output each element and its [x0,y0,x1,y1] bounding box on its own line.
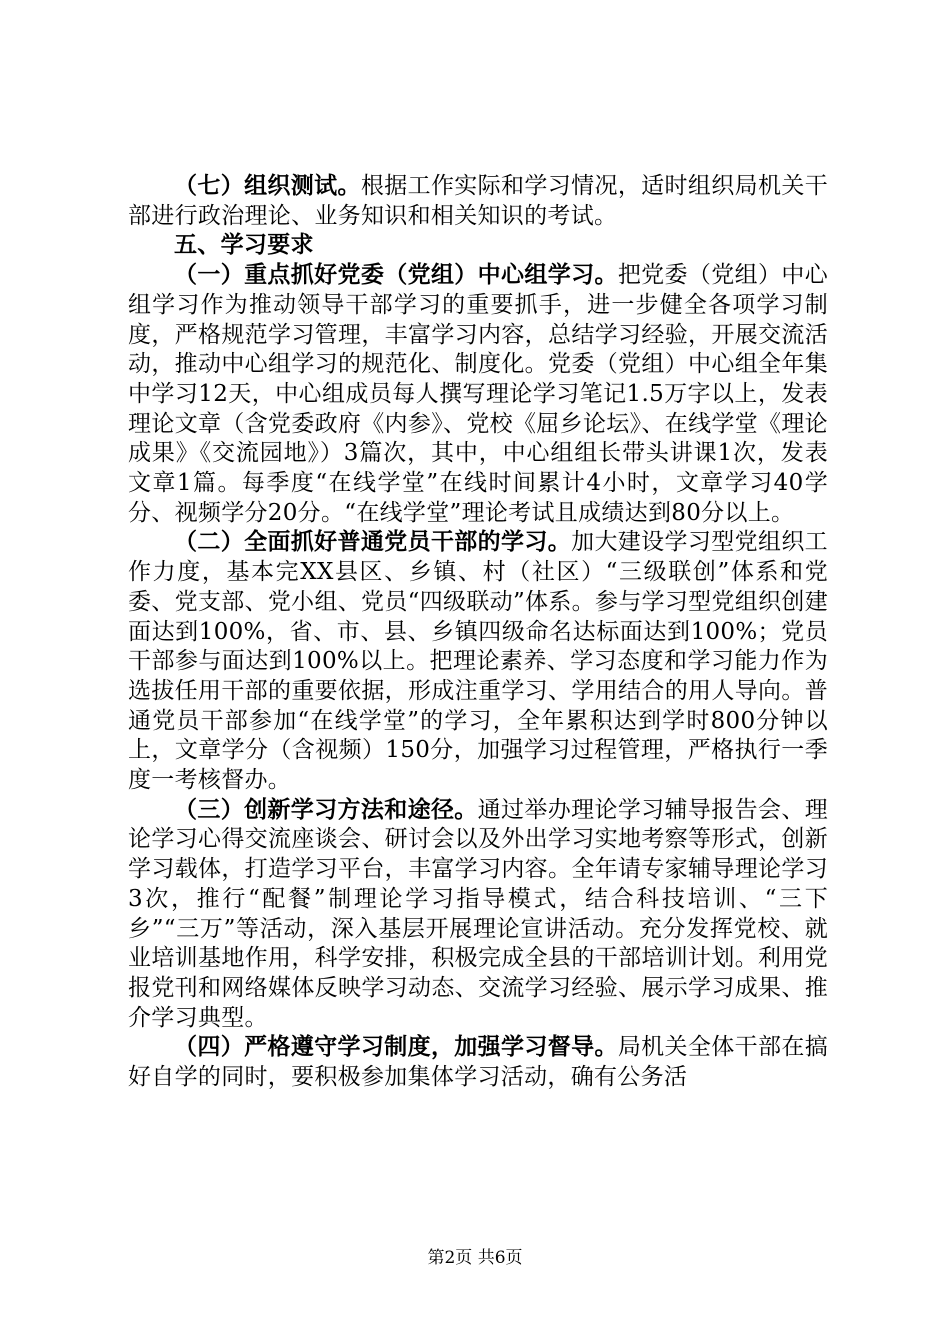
paragraph-text: 把党委（党组）中心组学习作为推动领导干部学习的重要抓手，进一步健全各项学习制度，严格规范学习管理，丰富学习内容，总结学习经验，开展交流活动，推动中心组学习的规范化、制度化。党委（党组）中心组全年集中学习12天，中心组成员每人撰写理论学习笔记1.5万字以上，发表理论文章（含党委政府《内参》、党校《屈乡论坛》、在线学堂《理论成果》《交流园地》）3篇次，其中，中心组组长带头讲课1次，发表文章1篇。每季度“在线学堂”在线时间累计4小时，文章学习40学分、视频学分20分。“在线学堂”理论考试且成绩达到80分以上。 [128,262,829,526]
paragraph-lead: （四）严格遵守学习制度，加强学习督导。 [174,1034,618,1061]
paragraph-lead: （七）组织测试。 [174,173,361,199]
document-body [128,172,828,1093]
paragraph-methods [128,796,828,1034]
paragraph-text: 通过举办理论学习辅导报告会、理论学习心得交流座谈会、研讨会以及外出学习实地考察等形式，创新学习载体，打造学习平台，丰富学习内容。全年请专家辅导理论学习3次，推行“配餐”制理论学习指导模式，结合科技培训、“三下乡”“三万”等活动，深入基层开展理论宣讲活动。充分发挥党校、就业培训基地作用，科学安排，积极完成全县的干部培训计划。利用党报党刊和网络媒体反映学习动态、交流学习经验、展示学习成果、推介学习典型。 [128,796,828,1031]
page-number-footer: 第2页 共6页 [427,1248,523,1268]
paragraph-supervision [128,1033,828,1092]
paragraph-lead: （一）重点抓好党委（党组）中心组学习。 [174,262,618,289]
paragraph-lead: （二）全面抓好普通党员干部的学习。 [174,529,572,556]
section-heading-requirements: 五、学习要求 [174,232,314,259]
paragraph-party-members [128,528,828,795]
paragraph-organize-test [128,172,828,231]
paragraph-text: 加大建设学习型党组织工作力度，基本完XX县区、乡镇、村（社区）“三级联创”体系和党委、党支部、党小组、党员“四级联动”体系。参与学习型党组织创建面达到100%，省、市、县、乡镇四级命名达标面达到100%；党员干部参与面达到100%以上。把理论素养、学习态度和学习能力作为选拔任用干部的重要依据，形成注重学习、学用结合的用人导向。普通党员干部参加“在线学堂”的学习，全年累积达到学时800分钟以上，文章学分（含视频）150分，加强学习过程管理，严格执行一季度一考核督办。 [128,529,828,794]
paragraph-central-group [128,261,828,528]
paragraph-text: 根据工作实际和学习情况，适时组织局机关干部进行政治理论、业务知识和相关知识的考试。 [128,173,828,229]
paragraph-lead: （三）创新学习方法和途径。 [174,796,478,823]
paragraph-text: 局机关全体干部在搞好自学的同时，要积极参加集体学习活动，确有公务活 [128,1034,829,1091]
